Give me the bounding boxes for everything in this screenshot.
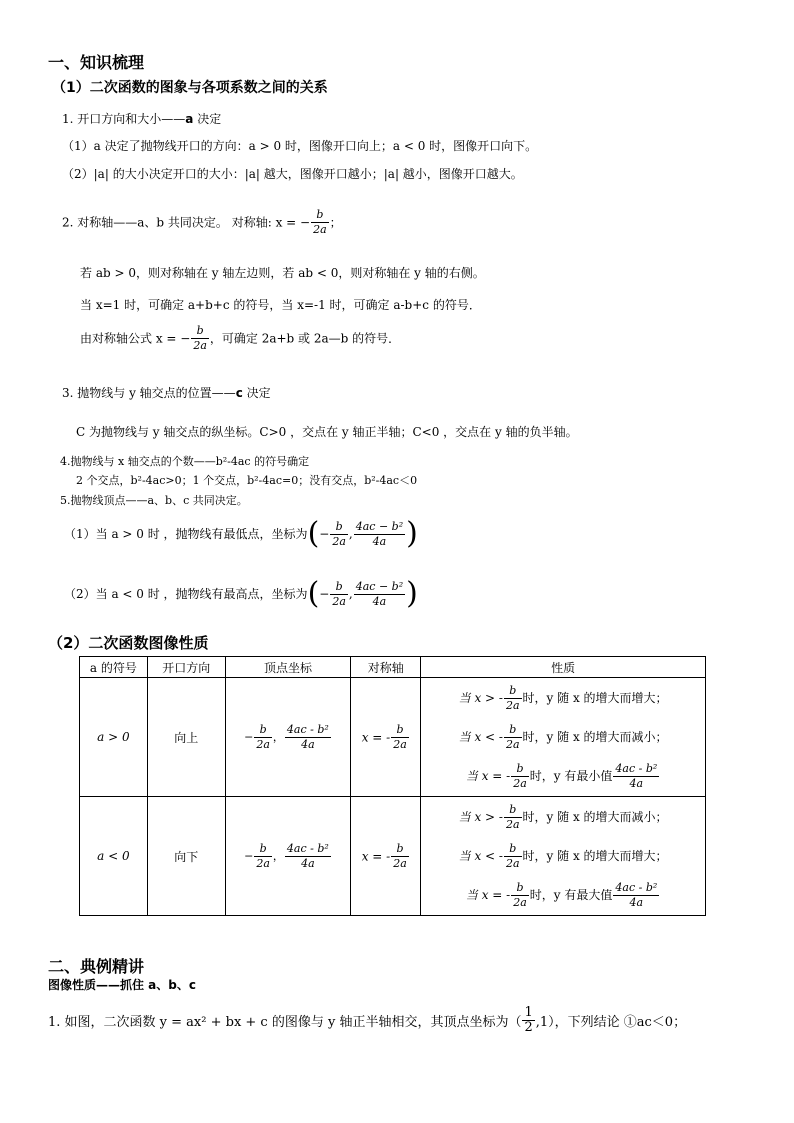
axis-cell: x = - $\frac{b}{2a}$ [351, 797, 421, 916]
item2-line2: 当 x=1 时，可确定 a+b+c 的符号，当 x=-1 时，可确定 a-b+c 的符号． [80, 298, 481, 312]
table-row [80, 797, 706, 916]
item3-line1: C 为抛物线与 y 轴交点的纵坐标。C>0 ，交点在 y 轴正半轴；C<0 ，交点在 y 轴的负半轴。 [76, 425, 578, 439]
property-line: 当 x = - $\frac{b}{2a}$ 时，y 有最小值 $\frac{\text{4ac - b²}}{4a}$ [465, 761, 658, 790]
axis-fraction-2: $\frac{b}{2a}$ [193, 324, 207, 352]
properties-table [79, 656, 706, 916]
table-header: a 的符号 [80, 657, 148, 678]
section2-title: 二、典例精讲 [48, 957, 145, 976]
item2-line1: 若 ab > 0，则对称轴在 y 轴左边则，若 ab < 0，则对称轴在 y 轴的右侧。 [80, 266, 485, 280]
vertex-cell: − $\frac{b}{2a}$ ， $\frac{\text{4ac - b²}}{4a}$ [225, 797, 351, 916]
subsection1-title: （1）二次函数的图象与各项系数之间的关系 [52, 80, 328, 96]
section1-title: 一、知识梳理 [48, 53, 145, 72]
item5-case1: （1）当 a > 0 时 ，抛物线有最低点，坐标为(− $\frac{b}{2a}$ , $\frac{\text{4ac − b²}}{4a}$ ) [64, 516, 418, 551]
axis-fraction: $\frac{b}{2a}$ [313, 208, 327, 236]
open-direction-cell: 向上 [147, 678, 225, 797]
table-header: 对称轴 [351, 657, 421, 678]
property-line: 当 x = - $\frac{b}{2a}$ 时，y 有最大值 $\frac{\text{4ac - b²}}{4a}$ [465, 880, 658, 909]
table-row [80, 678, 706, 797]
section2-subtitle: 图像性质——抓住 a、b、c [48, 978, 196, 992]
item2-line3: 由对称轴公式 x = − $\frac{b}{2a}$ ，可确定 2a+b 或 2a—b 的符号． [80, 324, 401, 352]
item4-line1: 2 个交点，b²-4ac>0；1 个交点，b²-4ac=0；没有交点，b²-4ac＜0 [76, 474, 418, 487]
table-header-row [80, 657, 706, 678]
item4-heading: 4.抛物线与 x 轴交点的个数——b²-4ac 的符号确定 [60, 455, 310, 468]
axis-cell: x = - $\frac{b}{2a}$ [351, 678, 421, 797]
item1-heading: 1. 开口方向和大小——a 决定 [62, 112, 222, 126]
item1-line2: （2）|a| 的大小决定开口的大小：|a| 越大，图像开口越小；|a| 越小，图像开口越大。 [62, 167, 523, 181]
property-cell [421, 678, 706, 797]
property-line: 当 x > - $\frac{b}{2a}$ 时，y 随 x 的增大而减小； [458, 802, 668, 831]
vertex-cell: − $\frac{b}{2a}$ ， $\frac{\text{4ac - b²}}{4a}$ [225, 678, 351, 797]
property-line: 当 x < - $\frac{b}{2a}$ 时，y 随 x 的增大而减小； [458, 722, 668, 751]
subsection2-title: （2）二次函数图像性质 [48, 634, 209, 652]
item5-heading: 5.抛物线顶点——a、b、c 共同决定。 [60, 494, 248, 507]
item2-heading: 2. 对称轴——a、b 共同决定。 对称轴: x = − $\frac{b}{2a}$ ； [62, 208, 342, 236]
table-header: 性质 [421, 657, 706, 678]
item3-heading: 3. 抛物线与 y 轴交点的位置——c 决定 [62, 386, 271, 400]
property-cell [421, 797, 706, 916]
open-direction-cell: 向下 [147, 797, 225, 916]
question-1: 1. 如图，二次函数 y = ax² + bx + c 的图像与 y 轴正半轴相交，其顶点坐标为（ $\frac{1}{2}$ ,1），下列结论 ①ac＜0； [48, 1005, 687, 1035]
item5-case2: （2）当 a < 0 时 ，抛物线有最高点，坐标为(− $\frac{b}{2a}$ , $\frac{\text{4ac − b²}}{4a}$ ) [64, 576, 418, 611]
table-header: 顶点坐标 [225, 657, 351, 678]
property-line: 当 x > - $\frac{b}{2a}$ 时，y 随 x 的增大而增大； [458, 683, 668, 712]
table-header: 开口方向 [147, 657, 225, 678]
property-line: 当 x < - $\frac{b}{2a}$ 时，y 随 x 的增大而增大； [458, 841, 668, 870]
item1-line1: （1）a 决定了抛物线开口的方向：a > 0 时，图像开口向上；a < 0 时，图像开口向下。 [62, 139, 538, 153]
sign-cell: a < 0 [80, 797, 148, 916]
sign-cell: a > 0 [80, 678, 148, 797]
